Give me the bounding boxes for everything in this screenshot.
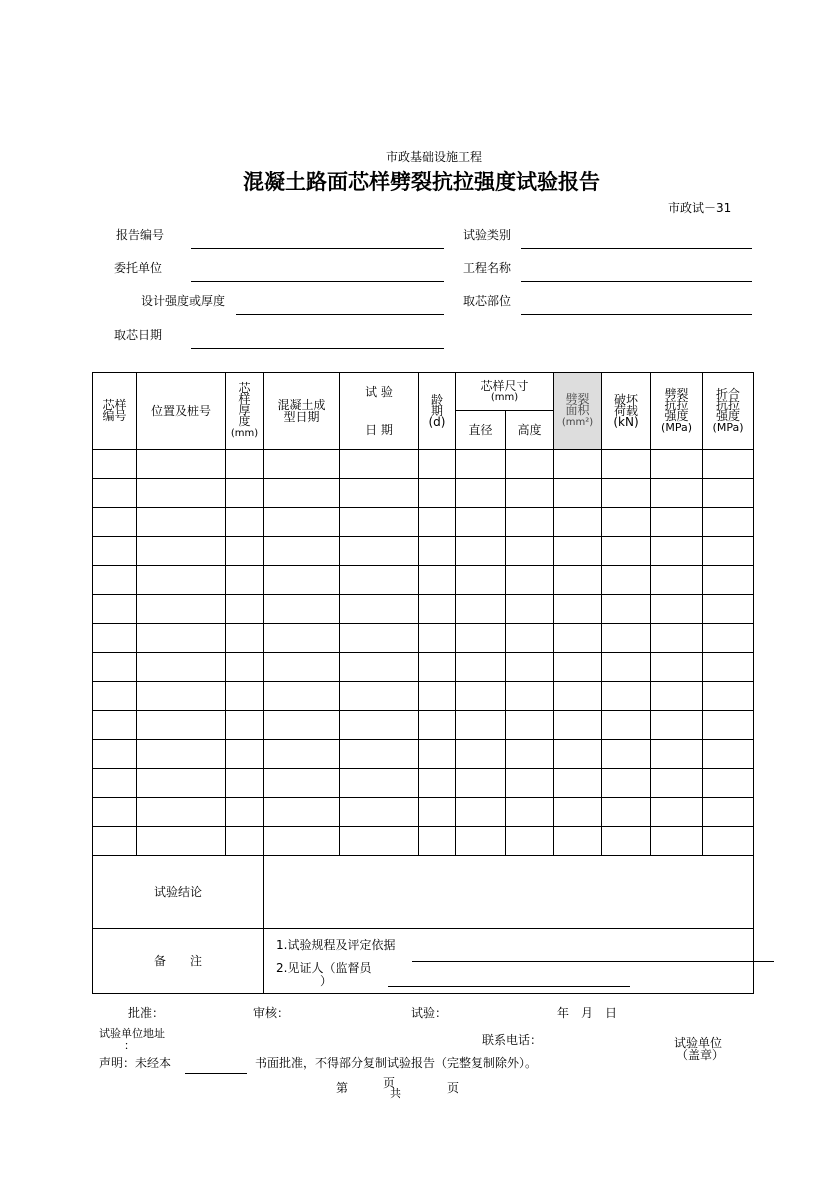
report-no-label: 报告编号 [116, 228, 165, 242]
table-cell[interactable] [602, 798, 651, 827]
statement-prefix: 声明：未经本 [99, 1056, 172, 1070]
table-cell[interactable] [506, 566, 554, 595]
core-location-field[interactable] [521, 314, 752, 315]
table-cell[interactable] [506, 595, 554, 624]
table-cell[interactable] [137, 798, 226, 827]
subtitle: 市政基础设施工程 [386, 150, 483, 164]
header-height: 高度 [506, 411, 554, 450]
table-cell[interactable] [602, 479, 651, 508]
core-date-field[interactable] [191, 348, 444, 349]
table-row [93, 566, 754, 595]
header-failure-load: 破坏荷载 (kN) [602, 373, 651, 450]
table-cell[interactable] [340, 827, 419, 856]
client-label: 委托单位 [114, 261, 163, 275]
table-cell[interactable] [602, 450, 651, 479]
table-cell[interactable] [226, 827, 264, 856]
table-cell[interactable] [226, 711, 264, 740]
address-colon: ： [124, 1039, 135, 1052]
table-cell[interactable] [554, 479, 602, 508]
results-table [92, 372, 754, 994]
table-row [93, 711, 754, 740]
table-cell[interactable] [137, 537, 226, 566]
table-row [93, 740, 754, 769]
table-cell[interactable] [703, 624, 754, 653]
table-cell[interactable] [554, 624, 602, 653]
table-cell[interactable] [93, 711, 137, 740]
table-cell[interactable] [554, 653, 602, 682]
table-cell[interactable] [93, 653, 137, 682]
table-cell[interactable] [602, 508, 651, 537]
statement-text: 书面批准，不得部分复制试验报告（完整复制除外）。 [255, 1056, 538, 1070]
header-core-size: 芯样尺寸 (mm) [456, 373, 554, 411]
table-cell[interactable] [264, 740, 340, 769]
table-cell[interactable] [264, 624, 340, 653]
table-row [93, 682, 754, 711]
table-cell[interactable] [264, 479, 340, 508]
table-cell[interactable] [226, 479, 264, 508]
table-cell[interactable] [506, 740, 554, 769]
table-cell[interactable] [602, 566, 651, 595]
page-title: 混凝土路面芯样劈裂抗拉强度试验报告 [243, 170, 600, 194]
table-cell[interactable] [93, 682, 137, 711]
table-cell[interactable] [651, 653, 703, 682]
table-cell[interactable] [651, 827, 703, 856]
table-cell[interactable] [93, 798, 137, 827]
header-cast-date: 混凝土成型日期 [264, 373, 340, 450]
table-cell[interactable] [419, 682, 456, 711]
table-cell[interactable] [506, 508, 554, 537]
table-cell[interactable] [419, 740, 456, 769]
form-code: 市政试－31 [668, 201, 732, 215]
table-cell[interactable] [602, 769, 651, 798]
table-cell[interactable] [456, 595, 506, 624]
table-cell[interactable] [602, 537, 651, 566]
table-cell[interactable] [226, 653, 264, 682]
seal-note: （盖章） [676, 1048, 725, 1062]
table-row [93, 798, 754, 827]
table-cell[interactable] [226, 682, 264, 711]
table-cell[interactable] [651, 566, 703, 595]
table-cell[interactable] [651, 624, 703, 653]
table-cell[interactable] [554, 537, 602, 566]
statement-blank[interactable] [185, 1073, 247, 1074]
table-cell[interactable] [226, 508, 264, 537]
project-name-field[interactable] [521, 281, 752, 282]
table-cell[interactable] [703, 595, 754, 624]
table-cell[interactable] [93, 595, 137, 624]
table-cell[interactable] [93, 450, 137, 479]
table-cell[interactable] [264, 711, 340, 740]
table-cell[interactable] [554, 711, 602, 740]
conclusion-label: 试验结论 [93, 856, 264, 929]
table-cell[interactable] [456, 508, 506, 537]
table-cell[interactable] [554, 566, 602, 595]
table-cell[interactable] [456, 769, 506, 798]
remark-1-line[interactable] [412, 961, 774, 962]
table-cell[interactable] [554, 508, 602, 537]
table-cell[interactable] [264, 827, 340, 856]
table-cell[interactable] [264, 595, 340, 624]
table-cell[interactable] [226, 595, 264, 624]
table-cell[interactable] [419, 450, 456, 479]
table-cell[interactable] [506, 798, 554, 827]
table-cell[interactable] [456, 537, 506, 566]
table-cell[interactable] [419, 653, 456, 682]
table-cell[interactable] [93, 624, 137, 653]
table-cell[interactable] [602, 827, 651, 856]
table-cell[interactable] [226, 624, 264, 653]
table-cell[interactable] [226, 537, 264, 566]
table-cell[interactable] [703, 827, 754, 856]
table-cell[interactable] [703, 653, 754, 682]
table-cell[interactable] [506, 537, 554, 566]
table-cell[interactable] [93, 508, 137, 537]
table-cell[interactable] [456, 566, 506, 595]
table-cell[interactable] [506, 682, 554, 711]
test-type-field[interactable] [521, 248, 752, 249]
table-cell[interactable] [340, 769, 419, 798]
table-cell[interactable] [137, 450, 226, 479]
table-cell[interactable] [456, 624, 506, 653]
table-cell[interactable] [554, 740, 602, 769]
table-cell[interactable] [264, 508, 340, 537]
test-type-label: 试验类别 [463, 228, 512, 242]
table-row [93, 827, 754, 856]
table-cell[interactable] [506, 653, 554, 682]
table-cell[interactable] [93, 827, 137, 856]
table-cell[interactable] [651, 508, 703, 537]
tester-label: 试验： [411, 1006, 448, 1020]
table-cell[interactable] [340, 508, 419, 537]
table-row [93, 624, 754, 653]
table-cell[interactable] [456, 682, 506, 711]
table-cell[interactable] [651, 537, 703, 566]
table-cell[interactable] [137, 827, 226, 856]
table-cell[interactable] [703, 711, 754, 740]
remark-1: 1.试验规程及评定依据 [276, 938, 396, 952]
table-cell[interactable] [137, 508, 226, 537]
table-cell[interactable] [456, 479, 506, 508]
table-cell[interactable] [340, 740, 419, 769]
table-cell[interactable] [602, 595, 651, 624]
table-cell[interactable] [137, 769, 226, 798]
conclusion-cell[interactable] [264, 856, 754, 929]
table-cell[interactable] [264, 450, 340, 479]
remark-2-close: ） [320, 974, 333, 988]
table-cell[interactable] [340, 711, 419, 740]
table-cell[interactable] [340, 566, 419, 595]
table-cell[interactable] [651, 740, 703, 769]
table-cell[interactable] [703, 450, 754, 479]
table-cell[interactable] [340, 798, 419, 827]
table-cell[interactable] [419, 595, 456, 624]
table-cell[interactable] [703, 537, 754, 566]
table-cell[interactable] [456, 711, 506, 740]
table-cell[interactable] [419, 798, 456, 827]
table-cell[interactable] [264, 798, 340, 827]
table-cell[interactable] [703, 508, 754, 537]
table-cell[interactable] [456, 450, 506, 479]
table-row [93, 479, 754, 508]
table-cell[interactable] [137, 479, 226, 508]
table-cell[interactable] [419, 508, 456, 537]
table-cell[interactable] [340, 682, 419, 711]
table-cell[interactable] [602, 624, 651, 653]
header-diameter: 直径 [456, 411, 506, 450]
page-no-label: 第 [336, 1081, 349, 1095]
table-cell[interactable] [340, 479, 419, 508]
table-row [93, 537, 754, 566]
table-cell[interactable] [264, 682, 340, 711]
table-cell[interactable] [419, 566, 456, 595]
remark-2-line[interactable] [388, 986, 630, 987]
table-cell[interactable] [226, 798, 264, 827]
table-cell[interactable] [602, 740, 651, 769]
remarks-label: 备 注 [93, 929, 264, 994]
table-cell[interactable] [93, 479, 137, 508]
table-cell[interactable] [651, 450, 703, 479]
table-cell[interactable] [226, 740, 264, 769]
table-cell[interactable] [93, 769, 137, 798]
page-unit: 页 [383, 1076, 396, 1090]
phone-label: 联系电话： [482, 1033, 543, 1047]
table-cell[interactable] [506, 827, 554, 856]
header-core-no: 芯样编号 [93, 373, 137, 450]
table-row [93, 595, 754, 624]
table-cell[interactable] [456, 740, 506, 769]
table-cell[interactable] [137, 566, 226, 595]
table-row [93, 769, 754, 798]
core-location-label: 取芯部位 [463, 294, 512, 308]
address-label: 试验单位地址 [99, 1027, 165, 1040]
table-cell[interactable] [226, 450, 264, 479]
remark-2: 2.见证人（监督员 [276, 961, 372, 975]
table-cell[interactable] [703, 798, 754, 827]
table-cell[interactable] [264, 566, 340, 595]
header-test-date: 试 验 日 期 [340, 373, 419, 450]
table-cell[interactable] [554, 450, 602, 479]
date-label: 年 月 日 [557, 1006, 618, 1020]
table-cell[interactable] [506, 624, 554, 653]
table-cell[interactable] [651, 711, 703, 740]
header-flex-strength: 折合抗拉强度 (MPa) [703, 373, 754, 450]
table-row [93, 653, 754, 682]
table-cell[interactable] [554, 769, 602, 798]
table-cell[interactable] [419, 479, 456, 508]
table-cell[interactable] [703, 479, 754, 508]
table-cell[interactable] [93, 740, 137, 769]
table-cell[interactable] [137, 711, 226, 740]
table-row [93, 450, 754, 479]
table-cell[interactable] [226, 769, 264, 798]
table-cell[interactable] [703, 566, 754, 595]
table-cell[interactable] [419, 769, 456, 798]
design-strength-label: 设计强度或厚度 [141, 294, 226, 308]
table-cell[interactable] [554, 827, 602, 856]
table-cell[interactable] [264, 653, 340, 682]
project-name-label: 工程名称 [463, 261, 512, 275]
table-cell[interactable] [340, 450, 419, 479]
header-age: 龄期 (d) [419, 373, 456, 450]
table-cell[interactable] [264, 769, 340, 798]
header-location: 位置及桩号 [137, 373, 226, 450]
table-cell[interactable] [226, 566, 264, 595]
header-thickness: 芯样厚度 (mm) [226, 373, 264, 450]
table-cell[interactable] [506, 450, 554, 479]
seal-label: 试验单位 [674, 1036, 723, 1050]
table-cell[interactable] [554, 682, 602, 711]
table-cell[interactable] [602, 682, 651, 711]
table-cell[interactable] [340, 537, 419, 566]
core-date-label: 取芯日期 [114, 328, 163, 342]
table-cell[interactable] [651, 479, 703, 508]
table-cell[interactable] [456, 798, 506, 827]
table-cell[interactable] [703, 682, 754, 711]
table-cell[interactable] [419, 827, 456, 856]
table-cell[interactable] [554, 595, 602, 624]
table-cell[interactable] [340, 624, 419, 653]
table-cell[interactable] [93, 537, 137, 566]
client-field[interactable] [191, 281, 444, 282]
table-cell[interactable] [419, 624, 456, 653]
review-label: 审核： [253, 1006, 290, 1020]
table-cell[interactable] [506, 479, 554, 508]
table-cell[interactable] [137, 595, 226, 624]
table-cell[interactable] [602, 653, 651, 682]
table-cell[interactable] [137, 682, 226, 711]
header-split-area: 劈裂面积 (mm²) [554, 373, 602, 450]
table-cell[interactable] [340, 595, 419, 624]
table-cell[interactable] [340, 653, 419, 682]
table-cell[interactable] [137, 624, 226, 653]
table-cell[interactable] [419, 537, 456, 566]
table-cell[interactable] [506, 711, 554, 740]
table-cell[interactable] [651, 769, 703, 798]
table-cell[interactable] [602, 711, 651, 740]
table-cell[interactable] [137, 740, 226, 769]
table-cell[interactable] [93, 566, 137, 595]
table-cell[interactable] [456, 827, 506, 856]
report-no-field[interactable] [191, 248, 444, 249]
table-cell[interactable] [651, 595, 703, 624]
table-row [93, 508, 754, 537]
table-cell[interactable] [554, 798, 602, 827]
table-cell[interactable] [264, 537, 340, 566]
table-cell[interactable] [651, 798, 703, 827]
remarks-cell [264, 929, 754, 994]
table-cell[interactable] [651, 682, 703, 711]
page-total-label: 共 [390, 1087, 401, 1100]
table-cell[interactable] [506, 769, 554, 798]
table-cell[interactable] [703, 740, 754, 769]
table-cell[interactable] [137, 653, 226, 682]
table-cell[interactable] [419, 711, 456, 740]
header-split-strength: 劈裂抗拉强度 (MPa) [651, 373, 703, 450]
design-strength-field[interactable] [236, 314, 444, 315]
table-cell[interactable] [703, 769, 754, 798]
page-end: 页 [447, 1081, 460, 1095]
table-cell[interactable] [456, 653, 506, 682]
approve-label: 批准： [128, 1006, 165, 1020]
